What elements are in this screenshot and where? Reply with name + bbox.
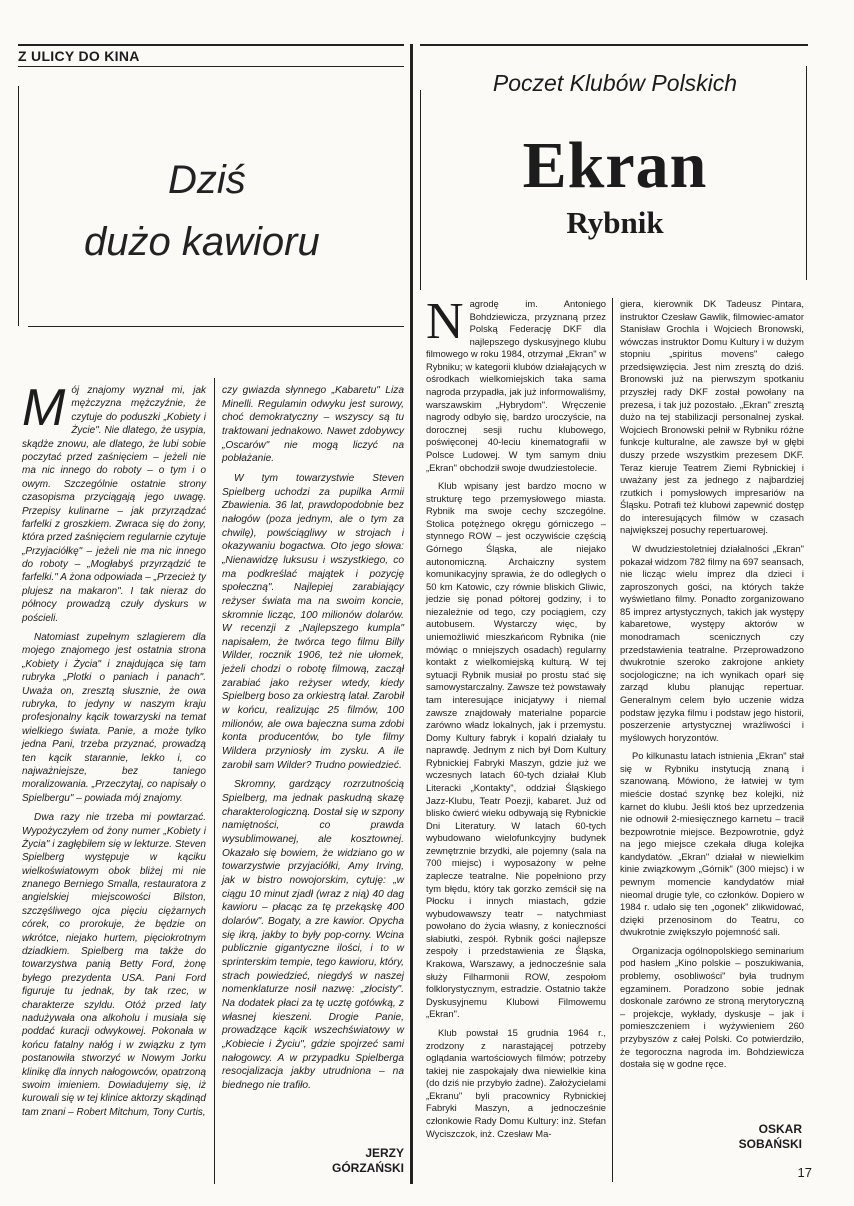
left-paragraph: Dwa razy nie trzeba mi powtarzać. Wypożyczyłem od żony numer „Kobiety i Życia" i zagłębiłem się w lekturze. Steven Spielberg występuje w kąciku wielkoświatowym obok bliżej mi nie znanego Berniego Smalla, restauratora z angielskiej miejscowości Bilston, szczęśliwego ojca pięciu ciężarnych córek, co prorokuje, że będzie on wkrótce, niejako hurtem, pięciokrotnym dziadkiem. Spielberg ma także do towarzystwa panią Betty Ford, żonę byłego prezydenta USA. Pani Ford figuruje tu jednak, by tak rzec, w charakterze szyldu. Otóż przed laty nadużywała ona alkoholu i musiała się poddać kuracji odwykowej. Pokonała w końcu fatalny nałóg i w związku z tym postanowiła stworzyć w Nowym Jorku klinikę dla innych nałogowców, opatrzoną swoim imieniem. Dowiadujemy się, iż kurowali się w tej klinice aktorzy skądinąd tam znani – Robert Mitchum, Tony Curtis, [22, 812, 206, 1118]
left-headline-bottom-rule [28, 326, 404, 327]
headline-line-2: dużo kawioru [84, 220, 320, 264]
right-paragraph: Nagrodę im. Antoniego Bohdziewicza, przyznaną przez Polską Federację DKF dla najlepszego dyskusyjnego klubu filmowego w roku 1984, otrzymał „Ekran" w Rybniku; w kategorii klubów działających w ośrodkach wielkomiejskich taka sama nagroda przypadła, jak już informowaliśmy, warszawskim „Hybrydom". Wręczenie nagrody odbyło się, bardzo uroczyście, na dorocznej sesji ruchu klubowego, poświęconej 40-leciu kinematografii w Polsce Ludowej. W tym samym dniu „Ekran" obchodził swoje dwudziestolecie. [426, 293, 606, 473]
right-header-left-rule [420, 90, 421, 290]
left-article-column-1 [22, 379, 206, 1125]
right-paragraph: giera, kierownik DK Tadeusz Pintara, instruktor Czesław Gawlik, filmowiec-amator Stanisław Grochla i Wojciech Bronowski, wówczas instruktor Domu Kultury i w dużym stopniu „spiritus movens" całego przedsięwzięcia. Jest nim zresztą do dziś. Bronowski już na pierwszym spotkaniu przyszłej rady DKF został powołany na prezesa, i tak już pozostało. „Ekran" zresztą dużo na tej stabilizacji personalnej zyskał. Wojciech Bronowski pełnił w Rybniku różne funkcje kulturalne, ale zawsze był w głębi duszy przede wszystkim prezesem DKF. Teraz kieruje Teatrem Ziemi Rybnickiej i uważany jest za jednego z najbardziej rzutkich i pomysłowych impresariów na Śląsku. Potrafi też klubowi zapewnić dostęp do interesujących filmów w czasach największej posuchy repertuarowej. [620, 298, 804, 536]
right-author: OSKAR SOBAŃSKI [738, 1122, 802, 1151]
left-paragraph: W tym towarzystwie Steven Spielberg uchodzi za pupilka Armii Zbawienia. 36 lat, prawdopodobnie bez nałogów (poza jednym, ale o tym za chwilę), powściągliwy w strojach i okazywaniu bogactwa. Oto jego słowa: „Nienawidzę luksusu i wszystkiego, co ma podkreślać majątek i pozycję społeczną". Najlepiej zarabiający reżyser świata ma na swoim koncie, skromnie licząc, 100 milionów dolarów. W recenzji z „Najlepszego kumpla" napisałem, że twórca tego filmu Billy Wilder, rocznik 1906, też nie ułomek, jeżeli chodzi o robotę filmową, zaczął zarabiać jako reżyser wtedy, kiedy Spielberg boso za orkiestrą latał. Zarobił w końcu, realizując 25 filmów, 100 milionów, ale owa bajeczna suma zdobi konta producentów, bo tyle filmy Wildera przyniosły im zysku. A ile zarobił sam Wilder? Trudno powiedzieć. [222, 472, 404, 771]
drop-cap: M [22, 379, 66, 437]
series-title: Poczet Klubów Polskich [492, 70, 738, 96]
right-paragraph: Klub powstał 15 grudnia 1964 r., zrodzony z narastającej potrzeby oglądania wartościowych filmów; potrzeby takiej nie zaspokajały dwa niewielkie kina (do dziś nie przybyło żadne). Założycielami „Ekranu" byli pracownicy Rybnickiej Fabryki Maszyn, a jednocześnie członkowie Rady Domu Kultury: inż. Stefan Wyciszczok, inż. Czesław Ma- [426, 1026, 606, 1139]
right-paragraph: Po kilkunastu latach istnienia „Ekran" stał się w Rybniku instytucją znaną i szanowaną. Mówiono, że łatwiej w tym mieście dostać szynkę bez kolejki, niż karnet do klubu. Jeśli ktoś bez uprzedzenia nie odnowił 2-miesięcznego karnetu – tracił bezpowrotnie miejsce. Bezpowrotnie, gdyż na jego miejsce czekała długa kolejka kandydatów. „Ekran" działał w niewielkim kinie związkowym „Górnik" (300 miejsc) i w pewnym momencie kandydatów miał nieomal drugie tyle, co członków. Dopiero w 1984 r. udało się ten „ogonek" zlikwidować, dzięki przenosinom do Teatru, co dwukrotnie zwiększyło pojemność sali. [620, 750, 804, 938]
left-paragraph: czy gwiazda słynnego „Kabaretu" Liza Minelli. Regulamin odwyku jest surowy, choć demokratyczny – wszyscy są tu traktowani jednakowo. Nawet zdobywcy „Oscarów" nie mogą liczyć na pobłażanie. [222, 385, 404, 465]
top-rule-left [18, 44, 404, 46]
left-article-column-2 [222, 384, 404, 1098]
left-paragraph: Natomiast zupełnym szlagierem dla mojego znajomego jest ostatnia strona „Kobiety i Życia" i znajdująca się tam rubryka „Plotki o paniach i panach". Uważa on, zresztą słusznie, że owa rubryka, to jedyny w naszym kraju profesjonalny kącik towarzyski na temat wielkiego świata. Panie, a może tylko jedna Pani, trzeba przyznać, prowadzą ten kącik starannie, lekko i, co najważniejsze, bez taniego moralizowania. „Przeczytaj, co napisały o Spielbergu" – powiada mój znajomy. [22, 632, 206, 804]
drop-cap: N [426, 293, 464, 350]
top-rule-right [420, 44, 808, 46]
club-city: Rybnik [566, 205, 664, 240]
headline-line-1: Dziś [168, 158, 246, 202]
right-column-divider [612, 298, 613, 1182]
club-name: Ekran [522, 129, 708, 202]
section-label: Z ULICY DO KINA [18, 48, 140, 64]
right-article-column-2 [620, 298, 804, 1077]
left-column-divider [214, 378, 215, 1184]
page-number: 17 [797, 1165, 812, 1180]
left-author: JERZY GÓRZAŃSKI [332, 1146, 404, 1175]
left-paragraph: Mój znajomy wyznał mi, jak mężczyzna mężczyźnie, że czytuje do poduszki „Kobiety i Życie". Nie dlatego, że usypia, skądże znowu, ale dlatego, że lubi sobie poczytać przed zaśnięciem – jeżeli nie ma nic innego do roboty – o tym i o owym. Szczególnie ostatnie strony czasopisma przyciągają jego uwagę. Przepisy kulinarne – jak przyrządzać farfelki z groszkiem. Zwraca się do żony, która przed zaśnięciem regularnie czytuje „Przyjaciółkę" – jeżeli nie ma nic innego do roboty – „Mogłabyś przyrządzić te farfelki." A żona odpowiada – „Przecież ty plujesz na makaron". I tak nieraz do północy prowadzą czuły dyskurs w pościeli. [22, 379, 206, 624]
left-paragraph: Skromny, gardzący rozrzutnością Spielberg, ma jednak paskudną skazę charakterologiczną. Dostał się w szpony namiętności, co prawda wysublimowanej, ale kosztownej. Okazało się bowiem, że widziano go w towarzystwie przyjaciółki, Amy Irving, jak w bistro nowojorskim, cytuję: „w ciągu 10 minut zjadł (wraz z nią) 40 dag kawioru – płacąc za tę przekąskę 400 dolarów". Bogaty, a zre kawior. Opycha się ikrą, jakby to były pop-corny. Wcina publicznie gigantyczne ilości, i to w sprinterskim tempie, tego kawioru, który, strach powiedzieć, niegdyś w naszej nomenklaturze nosił nazwę: „złocisty". Na dodatek płaci za tę ucztę gotówką, z własnej kieszeni. Drogie Panie, prowadzące kącik wszechświatowy w „Kobiecie i Życiu", gdzie spojrzeć sami nałogowcy. A w przypadku Spielberga resocjalizacja jakby utrudniona – na biednego nie trafiło. [222, 779, 404, 1091]
right-paragraph: Klub wpisany jest bardzo mocno w strukturę tego przemysłowego miasta. Rybnik ma swoje cechy szczególne. Stolica potężnego okręgu górniczego – stynnego ROW – jest oczywiście częścią Górnego Śląska, ale niejako autonomiczną. Archaiczny system komunikacyjny sprawia, że do odległych o 50 km Katowic, czy równie bliskich Gliwic, jedzie się ponad półtorej godziny, i to niezależnie od tego, czy pociągiem, czy autobusem. Wystarczy więc, by uniemożliwić mieszkańcom Rybnika (nie mówiąc o mniejszych osadach) regularny kontakt z wielkomiejską kulturą. W tej sytuacji Rybnik musiał po prostu stać się samowystarczalny. Zawsze też powstawały tam interesujące inicjatywy i niemal zawsze znajdowały materialne poparcie zarówno władz lokalnych, jak i przemystu. Domy Kultury fabryk i kopalń działały tu naprawdę. Jednym z nich był Dom Kultury Rybnickiej Fabryki Maszyn, gdzie już we wczesnych latach 60-tych działał Klub Literacki „Kontakty", oddział Śląskiego Jazz-Klubu, Teatr Poezji, kabaret. Już od blisko ćwierć wieku odbywają się Rybnickie Dni Literatury. W latach 60-tych wybudowano wielofunkcyjny budynek zewnętrznie brzydki, ale pojemny (sala na 700 miejsc) i wyposażony w pełne zaplecze teatralne. Nie popełniono przy tym błędu, który tak gorzko zemścił się na Płocku i innych miastach, gdzie wybudowawszy teatr – natychmiast powołano do życia własny, z konieczności słabiutki, zespół. Rybnik gości najlepsze zespoły i przedstawienia ze Śląska, Krakowa, Warszawy, a jednocześnie sala służy Filharmonii ROW, zespołom folklorystycznym, estradzie. Ostatnio także Dyskusyjnemu Klubowi Filmowemu „Ekran". [426, 480, 606, 1020]
section-underline [18, 66, 404, 67]
right-header-right-rule [806, 66, 807, 280]
center-divider [410, 44, 413, 1184]
right-paragraph: W dwudziestoletniej działalności „Ekran" pokazał widzom 782 filmy na 697 seansach, nie licząc wielu imprez dla dzieci i zaproszonych gości, na których także wyświetlano filmy. Ponadto zorganizowano 85 imprez artystycznych, takich jak występy kabaretowe, występy aktorów w monodramach scenicznych czy przedstawienia teatralne. Przeprowadzono dwukrotnie szeroko zakrojone ankiety socjologiczne; na ich wynikach oparł się zarząd klubu planując repertuar. Generalnym celem było uczenie widza podstaw języka filmu i podstaw jego historii, poszerzenie artystycznej wrażliwości i myślowych horyzontów. [620, 542, 804, 743]
right-article-column-1 [426, 293, 606, 1146]
right-paragraph: Organizacja ogólnopolskiego seminarium pod hasłem „Kino polskie – poszukiwania, problemy, osobliwości" była trudnym egzaminem. Poradzono sobie jednak doskonale zarówno ze stroną merytoryczną – projekcje, wykłady, dyskusje – jak i pomieszczeniem i wyżywieniem 260 przybyszów z całej Polski. Co potwierdziło, że tegoroczna nagroda im. Bohdziewicza dostała się w godne ręce. [620, 944, 804, 1070]
left-headline-top-rule [18, 86, 19, 326]
